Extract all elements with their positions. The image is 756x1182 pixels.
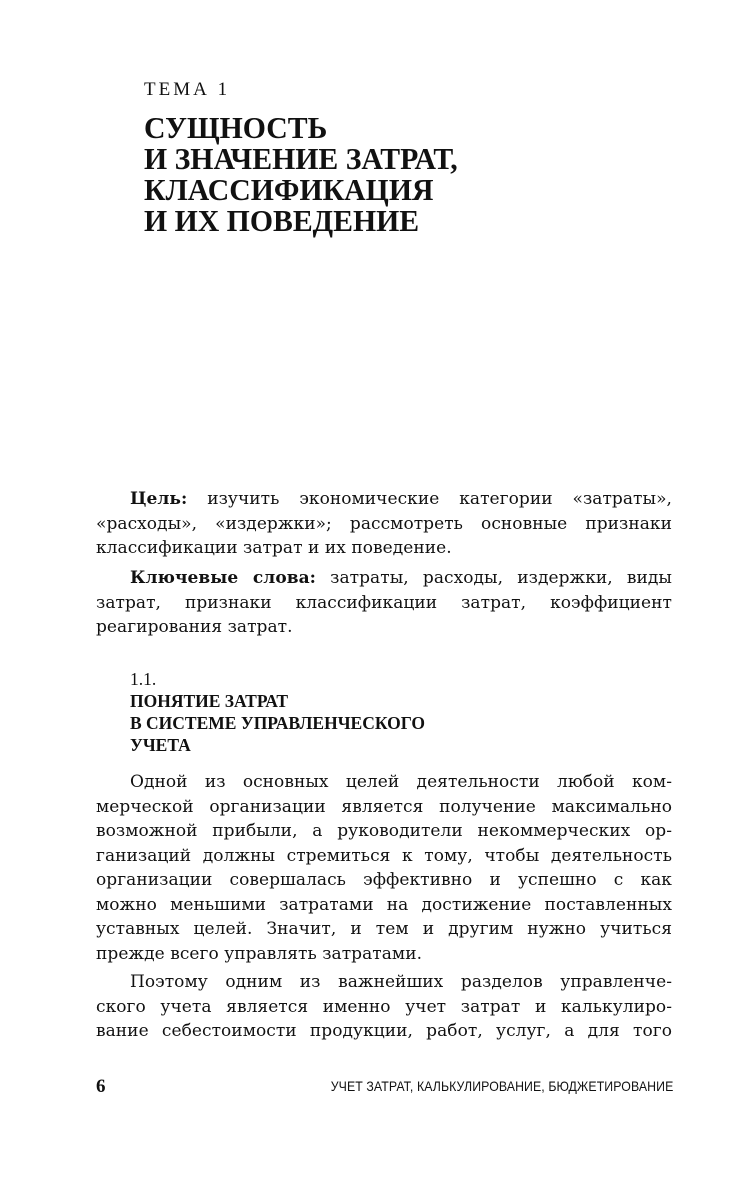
section-title-line: В СИСТЕМЕ УПРАВЛЕНЧЕСКОГО: [130, 713, 426, 733]
body-paragraph-2: [96, 970, 672, 1044]
keywords-line: затрат, признаки классификации затрат, коэффициент: [96, 592, 672, 613]
page-number: 6: [96, 1076, 106, 1097]
paragraph-line: Поэтому одним из важнейших разделов управленче-: [130, 972, 672, 992]
paragraph-line: уставных целей. Значит, и тем и другим нужно учиться: [96, 919, 672, 939]
goal-line: «расходы», «издержки»; рассмотреть основные признаки: [96, 513, 672, 534]
paragraph-line: возможной прибыли, а руководители некоммерческих ор-: [96, 821, 672, 841]
paragraph-line: организации совершалась эффективно и успешно с как: [96, 870, 672, 890]
keywords-term: Ключевые слова:: [130, 568, 316, 588]
paragraph-line: ганизаций должны стремиться к тому, чтобы деятельность: [96, 845, 672, 866]
goal-text: изучить экономические категории «затраты»,: [187, 489, 672, 509]
chapter-title: [144, 112, 682, 236]
paragraph-line: ского учета является именно учет затрат и калькулиро-: [96, 996, 672, 1017]
section-number: 1.1.: [130, 669, 157, 689]
goal-term: Цель:: [130, 489, 188, 509]
keywords-line: [96, 566, 672, 591]
keywords-paragraph: [96, 566, 672, 640]
running-footer-title: УЧЕТ ЗАТРАТ, КАЛЬКУЛИРОВАНИЕ, БЮДЖЕТИРОВАНИЕ: [330, 1078, 673, 1094]
chapter-title-line: И ЗНАЧЕНИЕ ЗАТРАТ,: [144, 141, 458, 176]
section-title-line: ПОНЯТИЕ ЗАТРАТ: [130, 691, 289, 711]
keywords-line: реагирования затрат.: [96, 617, 293, 637]
keywords-text: затраты, расходы, издержки, виды: [315, 568, 672, 588]
paragraph-line: можно меньшими затратами на достижение поставленных: [96, 894, 672, 915]
goal-line: классификации затрат и их поведение.: [96, 538, 452, 558]
goal-paragraph: [96, 487, 672, 561]
goal-line: [96, 487, 672, 512]
paragraph-line: мерческой организации является получение максимально: [96, 796, 672, 817]
chapter-title-line: КЛАССИФИКАЦИЯ: [144, 172, 434, 207]
section-title-line: УЧЕТА: [130, 735, 191, 755]
chapter-label: ТЕМА 1: [144, 79, 231, 100]
body-paragraph-1: [96, 770, 672, 966]
paragraph-line: Одной из основных целей деятельности любой ком-: [130, 772, 672, 792]
chapter-title-line: И ИХ ПОВЕДЕНИЕ: [144, 203, 420, 238]
paragraph-line: вание себестоимости продукции, работ, услуг, а для того: [96, 1021, 672, 1041]
paragraph-line: прежде всего управлять затратами.: [96, 943, 423, 964]
chapter-title-line: СУЩНОСТЬ: [144, 110, 328, 145]
section-heading: [130, 668, 425, 756]
